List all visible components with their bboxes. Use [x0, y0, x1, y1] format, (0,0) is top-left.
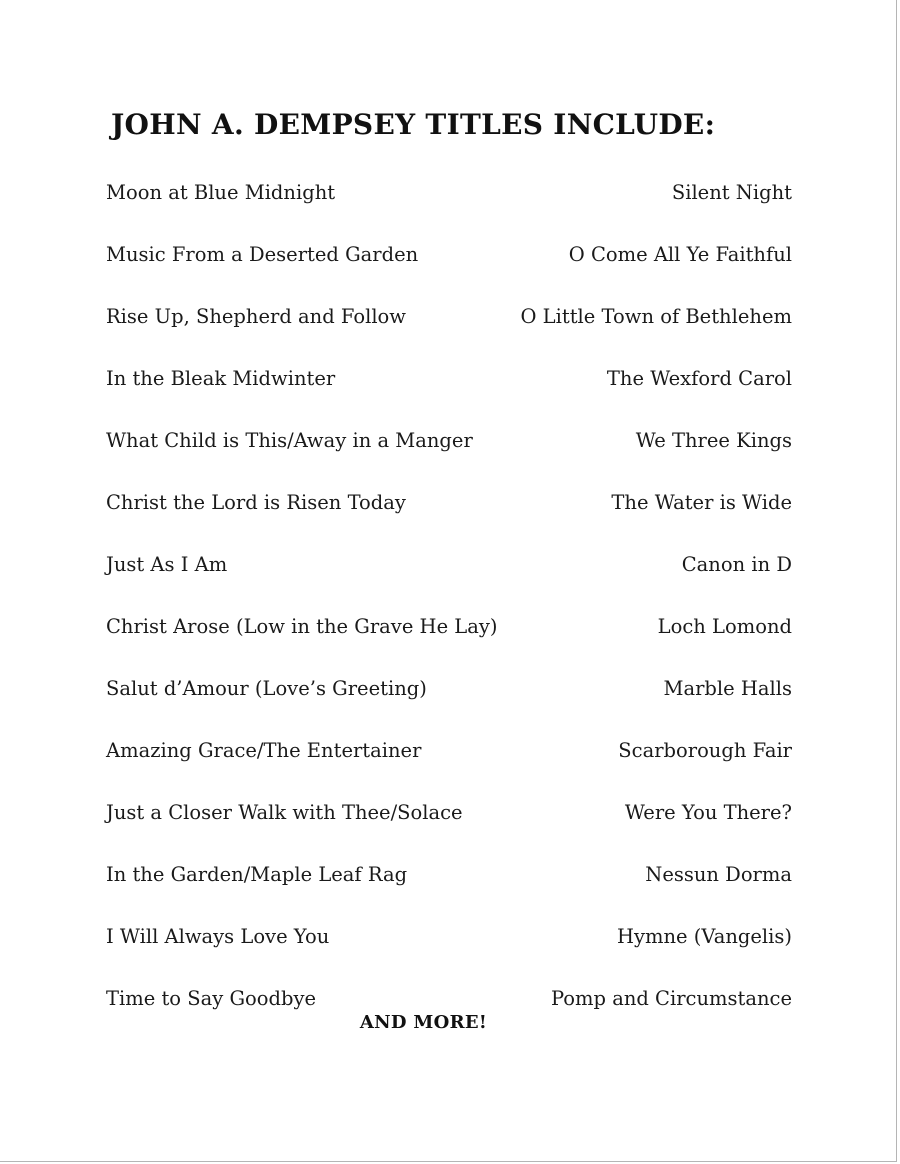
- title-right: We Three Kings: [635, 429, 792, 452]
- title-left: Moon at Blue Midnight: [106, 181, 336, 204]
- title-left: Amazing Grace/The Entertainer: [106, 739, 422, 762]
- titles-list: [106, 174, 792, 1042]
- title-right: O Little Town of Bethlehem: [520, 305, 792, 328]
- title-left: I Will Always Love You: [106, 925, 330, 948]
- title-left: What Child is This/Away in a Manger: [106, 429, 473, 452]
- title-left: Just As I Am: [106, 553, 228, 576]
- title-right: O Come All Ye Faithful: [568, 243, 792, 266]
- title-right: Were You There?: [624, 801, 792, 824]
- title-left: Just a Closer Walk with Thee/Solace: [106, 801, 463, 824]
- title-right: Canon in D: [681, 553, 792, 576]
- title-right: Loch Lomond: [657, 615, 792, 638]
- title-row: [106, 484, 792, 546]
- title-row: [106, 794, 792, 856]
- title-row: [106, 918, 792, 980]
- title-left: Music From a Deserted Garden: [106, 243, 419, 266]
- title-row: [106, 236, 792, 298]
- title-left: In the Garden/Maple Leaf Rag: [106, 863, 408, 886]
- title-row: [106, 546, 792, 608]
- title-right: Pomp and Circumstance: [550, 987, 792, 1010]
- title-right: The Wexford Carol: [606, 367, 792, 390]
- title-row: [106, 670, 792, 732]
- title-right: Scarborough Fair: [618, 739, 792, 762]
- title-right: Hymne (Vangelis): [616, 925, 792, 948]
- title-left: Salut d’Amour (Love’s Greeting): [106, 677, 427, 700]
- title-right: Marble Halls: [663, 677, 792, 700]
- title-left: In the Bleak Midwinter: [106, 367, 336, 390]
- title-left: Christ the Lord is Risen Today: [106, 491, 406, 514]
- title-left: Christ Arose (Low in the Grave He Lay): [106, 615, 498, 638]
- title-row: [106, 174, 792, 236]
- title-row: [106, 360, 792, 422]
- title-row: [106, 856, 792, 918]
- title-row: [106, 732, 792, 794]
- title-left: Rise Up, Shepherd and Follow: [106, 305, 406, 328]
- title-row: [106, 422, 792, 484]
- and-more-footer: AND MORE!: [359, 1012, 488, 1033]
- title-right: Nessun Dorma: [645, 863, 792, 886]
- title-row: [106, 298, 792, 360]
- title-left: Time to Say Goodbye: [106, 987, 317, 1010]
- page-heading: JOHN A. DEMPSEY TITLES INCLUDE:: [111, 108, 716, 141]
- title-right: Silent Night: [671, 181, 792, 204]
- title-right: The Water is Wide: [611, 491, 792, 514]
- title-row: [106, 608, 792, 670]
